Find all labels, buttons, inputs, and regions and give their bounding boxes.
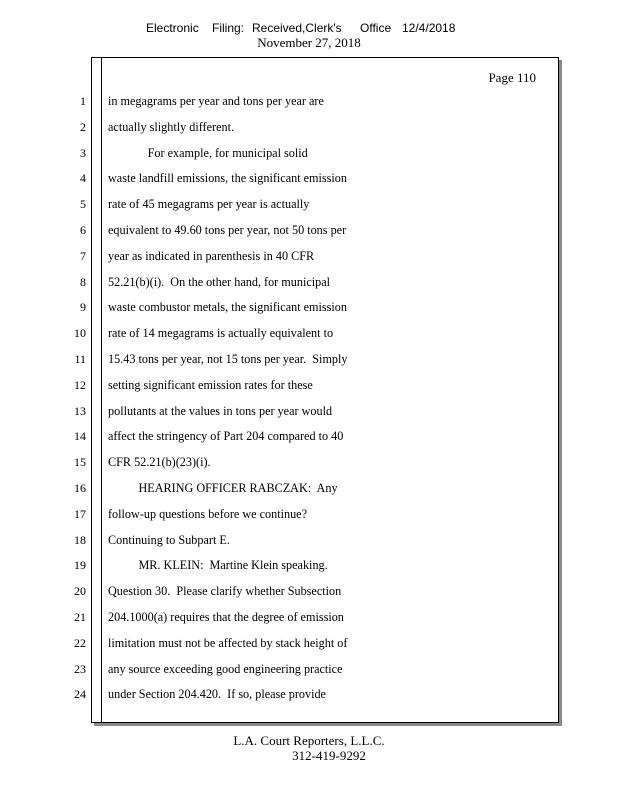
transcript-line: For example, for municipal solid (108, 145, 308, 160)
transcript-line: affect the stringency of Part 204 compared to 40 (108, 429, 344, 444)
line-number: 2 (80, 119, 86, 134)
line-number: 1 (80, 94, 86, 108)
line-number: 21 (74, 609, 86, 624)
line-number: 13 (74, 403, 86, 418)
transcript-line: year as indicated in parenthesis in 40 CFR (108, 248, 315, 263)
transcript-line: HEARING OFFICER RABCZAK: Any (108, 480, 338, 495)
line-number: 17 (74, 506, 86, 521)
line-number: 9 (80, 300, 86, 315)
line-number: 11 (74, 351, 86, 366)
filing-date: 12/4/2018 (402, 21, 456, 35)
transcript-line: equivalent to 49.60 tons per year, not 50 tons per (108, 222, 347, 237)
line-number: 8 (80, 274, 86, 289)
line-number: 23 (74, 661, 86, 676)
transcript-line: CFR 52.21(b)(23)(i). (108, 455, 211, 470)
transcript-line: 52.21(b)(i). On the other hand, for municipal (108, 274, 331, 289)
filing-label: Filing: (212, 21, 245, 35)
line-number: 5 (80, 197, 86, 212)
transcript-line: actually slightly different. (108, 119, 235, 134)
line-number: 16 (74, 480, 86, 495)
transcript-line: waste landfill emissions, the significant emission (108, 171, 347, 186)
transcript-line: Question 30. Please clarify whether Subsection (108, 584, 342, 599)
court-reporter-name: L.A. Court Reporters, L.L.C. (233, 733, 385, 748)
transcript-line: setting significant emission rates for these (108, 377, 313, 392)
line-number: 19 (74, 558, 86, 573)
transcript-line: any source exceeding good engineering practice (108, 661, 343, 676)
transcript-line: Continuing to Subpart E. (108, 532, 230, 547)
line-number: 3 (80, 145, 86, 160)
transcript-line: pollutants at the values in tons per year would (108, 403, 333, 418)
transcript-line: follow-up questions before we continue? (108, 506, 308, 521)
line-numbers (56, 93, 86, 712)
transcript-line: under Section 204.420. If so, please provide (108, 687, 326, 702)
transcript-line: rate of 14 megagrams is actually equivalent to (108, 326, 334, 341)
transcript-line: in megagrams per year and tons per year are (108, 94, 324, 108)
margin-rule (101, 58, 102, 722)
filing-electronic: Electronic (146, 21, 199, 35)
filing-stamp (0, 20, 618, 36)
line-number: 7 (80, 248, 86, 263)
line-number: 15 (74, 455, 86, 470)
transcript-line: 15.43 tons per year, not 15 tons per year. Simply (108, 351, 348, 366)
line-number: 22 (74, 635, 86, 650)
court-reporter-phone: 312-419-9292 (292, 748, 366, 763)
line-number: 18 (74, 532, 86, 547)
line-number: 10 (74, 326, 86, 341)
footer (0, 733, 618, 763)
line-number: 14 (74, 429, 86, 444)
filing-office: Office (360, 21, 392, 35)
transcript-date: November 27, 2018 (257, 35, 361, 50)
filing-received: Received,Clerk's (252, 21, 342, 35)
line-number: 20 (74, 584, 86, 599)
transcript-line: waste combustor metals, the significant emission (108, 300, 347, 315)
transcript-line: rate of 45 megagrams per year is actually (108, 197, 310, 212)
line-number: 4 (80, 171, 86, 186)
transcript-line: MR. KLEIN: Martine Klein speaking. (108, 558, 328, 573)
transcript-line: 204.1000(a) requires that the degree of emission (108, 609, 344, 624)
line-number: 12 (74, 377, 86, 392)
filing-header (0, 20, 618, 52)
line-number: 24 (74, 687, 86, 702)
page-number: Page 110 (488, 70, 536, 85)
transcript-line: limitation must not be affected by stack height of (108, 635, 348, 650)
transcript-text (108, 93, 548, 712)
line-number: 6 (80, 222, 86, 237)
